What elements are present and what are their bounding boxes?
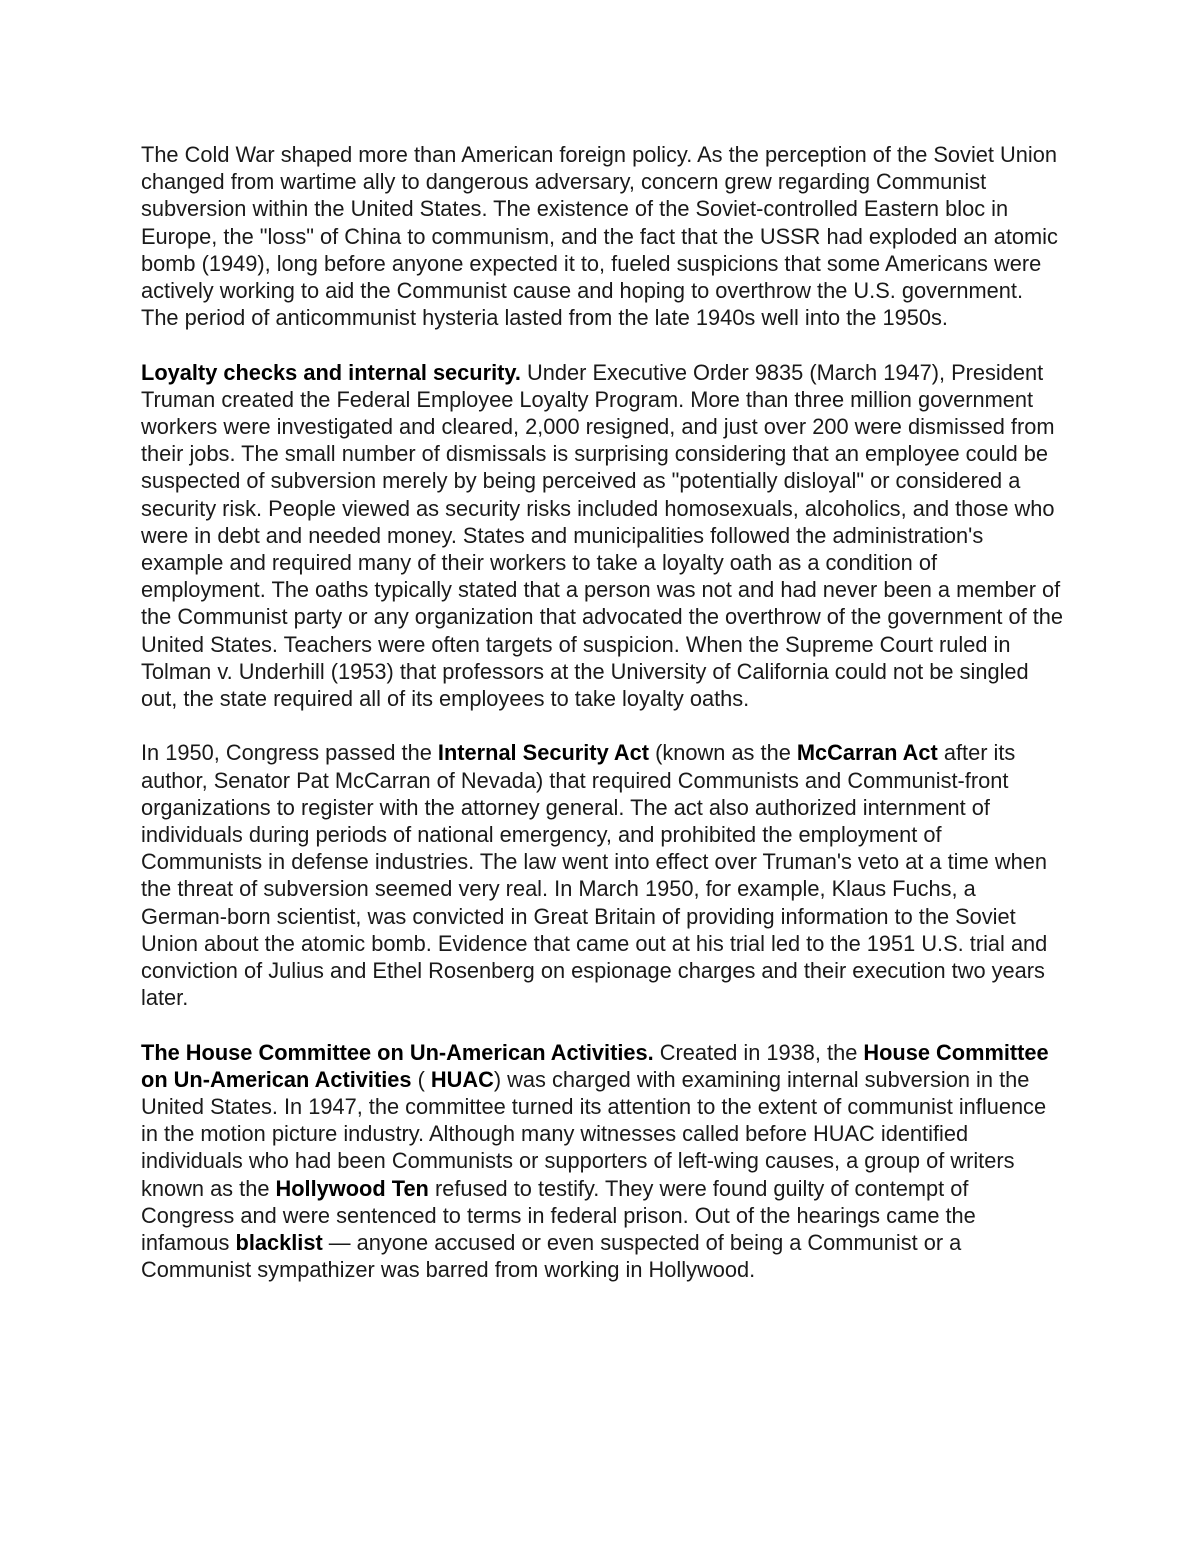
term-huac-full: House Committee on Un-American Activities <box>141 1039 1049 1092</box>
text-segment: (known as the <box>649 740 797 766</box>
text-segment: ) was charged with examining internal subversion in the United States. In 1947, the committee turned its attention to the extent of communist influence in the motion picture industry. Although many witnesses called before HUAC identified individuals who had been Communists or supporters of left-wing causes, a group of writers known as the <box>141 1066 1047 1201</box>
term-blacklist: blacklist <box>235 1230 323 1256</box>
text-segment: refused to testify. They were found guilty of contempt of Congress and were sentenced to terms in federal prison. Out of the hearings came the infamous <box>141 1175 976 1256</box>
paragraph-huac <box>141 1039 1066 1284</box>
term-huac: HUAC <box>430 1066 494 1092</box>
paragraph-internal-security-act <box>141 739 1066 1011</box>
text-segment: Created in 1938, the <box>653 1039 864 1065</box>
term-mccarran-act: McCarran Act <box>796 740 938 766</box>
section-heading-loyalty-checks: Loyalty checks and internal security. <box>141 359 521 385</box>
term-internal-security-act: Internal Security Act <box>437 740 650 766</box>
text-segment: Under Executive Order 9835 (March 1947), President Truman created the Federal Employee Loyalty Program. More than three million government workers were investigated and cleared, 2,000 resigned, and just over 200 were dismissed from their jobs. The small number of dismissals is surprising considering that an employee could be suspected of subversion merely by being perceived as "potentially disloyal" or considered a security risk. People viewed as security risks included homosexuals, alcoholics, and those who were in debt and needed money. States and municipalities followed the administration's example and required many of their workers to take a loyalty oath as a condition of employment. The oaths typically stated that a person was not and had never been a member of the Communist party or any organization that advocated the overthrow of the government of the United States. Teachers were often targets of suspicion. When the Supreme Court ruled in Tolman v. Underhill (1953) that professors at the University of California could not be singled out, the state required all of its employees to take loyalty oaths. <box>141 359 1064 712</box>
paragraph-loyalty-checks <box>141 359 1066 713</box>
text-segment: after its author, Senator Pat McCarran of Nevada) that required Communists and Communist-front organizations to register with the attorney general. The act also authorized internment of individuals during periods of national emergency, and prohibited the employment of Communists in defense industries. The law went into effect over Truman's veto at a time when the threat of subversion seemed very real. In March 1950, for example, Klaus Fuchs, a German-born scientist, was convicted in Great Britain of providing information to the Soviet Union about the atomic bomb. Evidence that came out at his trial led to the 1951 U.S. trial and conviction of Julius and Ethel Rosenberg on espionage charges and their execution two years later. <box>141 740 1048 1011</box>
text-segment: — anyone accused or even suspected of being a Communist or a Communist sympathizer was barred from working in Hollywood. <box>141 1230 962 1283</box>
document-page <box>141 141 1066 1311</box>
section-heading-huac: The House Committee on Un-American Activities. <box>141 1039 654 1065</box>
paragraph-intro <box>141 141 1066 331</box>
text-segment: ( <box>411 1066 431 1092</box>
text-segment: The Cold War shaped more than American foreign policy. As the perception of the Soviet Union changed from wartime ally to dangerous adversary, concern grew regarding Communist subversion within the United States. The existence of the Soviet-controlled Eastern bloc in Europe, the "loss" of China to communism, and the fact that the USSR had exploded an atomic bomb (1949), long before anyone expected it to, fueled suspicions that some Americans were actively working to aid the Communist cause and hoping to overthrow the U.S. government. The period of anticommunist hysteria lasted from the late 1940s well into the 1950s. <box>141 142 1058 331</box>
term-hollywood-ten: Hollywood Ten <box>275 1175 429 1201</box>
text-segment: In 1950, Congress passed the <box>141 740 438 766</box>
